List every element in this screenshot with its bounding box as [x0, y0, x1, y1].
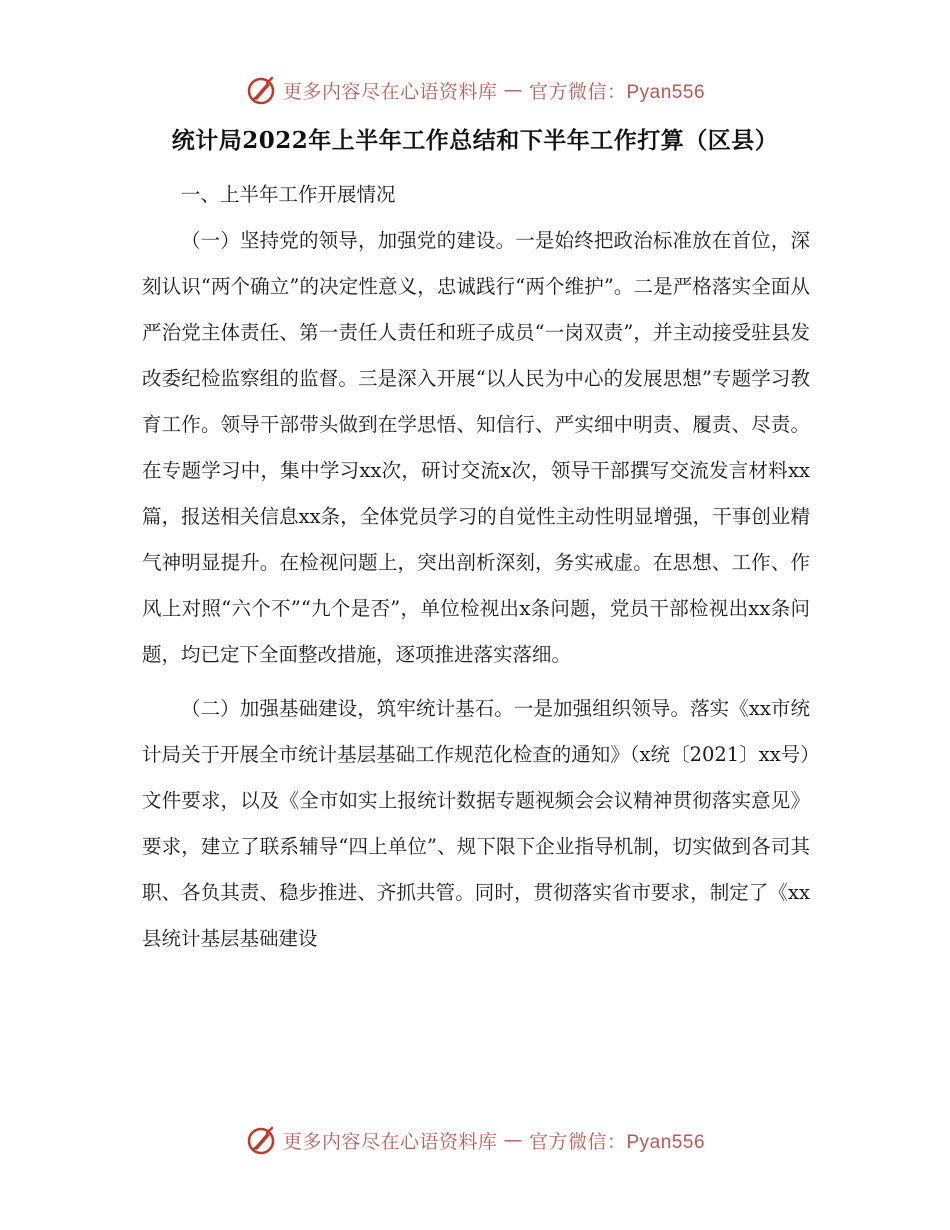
watermark-footer [0, 1124, 950, 1156]
section-heading: 一、上半年工作开展情况 [181, 183, 396, 206]
document-body [142, 172, 810, 962]
brush-pen-logo-icon [245, 74, 277, 106]
paragraph-2: （二）加强基础建设，筑牢统计基石。一是加强组织领导。落实《xx市统计局关于开展全市统计基层基础工作规范化检查的通知》（x统〔2021〕xx号）文件要求，以及《全市如实上报统计数据专题视频会会议精神贯彻落实意见》要求，建立了联系辅导“四上单位”、规下限下企业指导机制，切实做到各司其职、各负其责、稳步推进、齐抓共管。同时，贯彻落实省市要求，制定了《xx县统计基层基础建设 [142, 697, 810, 950]
watermark-header [0, 74, 950, 106]
watermark-contact: 官方微信：Pyan556 [529, 1131, 706, 1153]
document-title: 统计局2022年上半年工作总结和下半年工作打算（区县） [171, 127, 779, 154]
watermark-text: 更多内容尽在心语资料库 [282, 80, 498, 103]
brush-pen-logo-icon [245, 1124, 277, 1156]
paragraph-1: （一）坚持党的领导，加强党的建设。一是始终把政治标准放在首位，深刻认识“两个确立”的决定性意义，忠诚践行“两个维护”。二是严格落实全面从严治党主体责任、第一责任人责任和班子成员“一岗双责”，并主动接受驻县发改委纪检监察组的监督。三是深入开展“以人民为中心的发展思想”专题学习教育工作。领导干部带头做到在学思悟、知信行、严实细中明责、履责、尽责。在专题学习中，集中学习xx次，研讨交流x次，领导干部撰写交流发言材料xx篇，报送相关信息xx条，全体党员学习的自觉性主动性明显增强，干事创业精气神明显提升。在检视问题上，突出剖析深刻，务实戒虚。在思想、工作、作风上对照“六个不”“九个是否”，单位检视出x条问题，党员干部检视出xx条问题，均已定下全面整改措施，逐项推进落实落细。 [142, 229, 810, 666]
watermark-separator: — [503, 1129, 523, 1151]
watermark-contact: 官方微信：Pyan556 [529, 81, 706, 103]
watermark-separator: — [503, 79, 523, 101]
watermark-text: 更多内容尽在心语资料库 [282, 1130, 498, 1153]
